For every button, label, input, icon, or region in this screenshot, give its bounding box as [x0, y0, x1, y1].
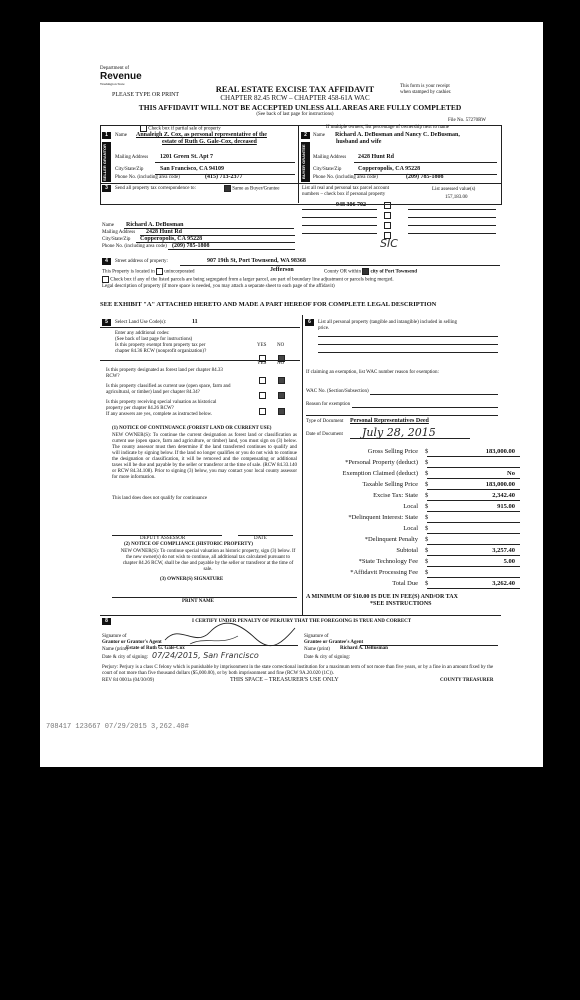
personal-property-label-1: List all personal property (tangible and intangible) included in selling — [318, 320, 457, 325]
revision: REV 84 0001a (04/30/09) — [102, 678, 154, 683]
calc-row — [305, 470, 540, 479]
section-8-badge: 8 — [102, 618, 111, 625]
calc-row — [305, 547, 540, 556]
calc-row-underline — [427, 511, 520, 512]
segregation-label: Check box if any of the listed parcels are being segregated from a larger parcel, are part of boundary line adjustment or parcels being merged. — [110, 277, 394, 283]
calc-row — [305, 558, 540, 567]
compliance-body: NEW OWNER(S): To continue special valuation as historic property, sign (3) below. If the new owner(s) do not wish to continue, all additional tax calculated pursuant to chapter 84.26 RCW, shall be due and payable by the seller or transferor at the time of sale. — [120, 549, 296, 572]
seller-phone-label: Phone No. (including area code) — [115, 175, 180, 180]
city-checkbox[interactable] — [362, 268, 369, 275]
forest-question-2: RCW? — [106, 374, 120, 379]
calc-row-underline — [427, 522, 520, 523]
seller-mailing-label: Mailing Address — [115, 155, 149, 160]
buyer-name-1: Richard A. DeBusman and Nancy C. DeBusman, — [335, 132, 460, 138]
buyer-city-value: Copperopolis, CA 95228 — [358, 166, 421, 172]
parcel-header-2: numbers – check box if personal property — [302, 192, 386, 197]
dollar-sign: $ — [425, 459, 429, 466]
buyer-sidebar: BUYER GRANTEE — [301, 142, 310, 182]
grantor-signature-label: Signature of — [102, 634, 127, 639]
land-use-code: 11 — [192, 319, 198, 325]
unincorporated-checkbox[interactable] — [156, 268, 163, 275]
buyer-name-label: Name — [313, 133, 325, 138]
calc-row-underline — [427, 566, 520, 567]
form-title: REAL ESTATE EXCISE TAX AFFIDAVIT — [215, 84, 375, 94]
seller-city-value: San Francisco, CA 94109 — [160, 166, 225, 172]
exhibit-a-reference: SEE EXHIBIT "A" ATTACHED HERETO AND MADE A PART HEREOF FOR COMPLETE LEGAL DESCRIPTION — [100, 301, 437, 308]
continuance-body: NEW OWNER(S): To continue the current designation as forest land or classification as current use (open space, farm and agriculture, or timber) land, you must sign on (3) below. The county assessor must then determine if the land transferred continues to qualify and will indicate by signing below. If the land no longer qualifies or you do not wish to continue the designation or classification, it will be removed and the compensating or additional taxes will be due and payable by the seller or transferor at the time of sale. (RCW 84.33.140 or RCW 84.34.108). Prior to signing (3) below, you may contact your local county assessor for more information. — [112, 433, 297, 480]
calc-row-label: Excise Tax: State — [373, 492, 418, 499]
forest-question-1: Is this property designated as forest land per chapter 84.33 — [106, 368, 223, 373]
calc-row — [305, 503, 540, 512]
calc-row-label: Local — [403, 503, 418, 510]
segregation-line — [102, 276, 394, 284]
dollar-sign: $ — [425, 536, 429, 543]
handwritten-initials: SIC — [380, 237, 398, 250]
section-4-badge: 4 — [102, 258, 111, 265]
calc-row-label: Exemption Claimed (deduct) — [342, 470, 418, 477]
grantor-name-label: Name (print) — [102, 647, 128, 652]
calc-row-underline — [427, 533, 520, 534]
calc-row-amount[interactable]: 915.00 — [497, 503, 515, 510]
calc-row-underline — [427, 577, 520, 578]
buyer-phone-value: (209) 785-1808 — [406, 174, 444, 180]
multiple-owners-note: If multiple owners, list percentage of ownership next to name — [326, 125, 450, 130]
street-value: 907 19th St, Port Townsend, WA 98368 — [207, 258, 306, 264]
logo-line: Department of — [100, 66, 130, 71]
hist-question-2: property per chapter 84.26 RCW? — [106, 406, 174, 411]
calc-row — [305, 580, 540, 589]
calc-row-amount[interactable]: 3,262.40 — [492, 580, 515, 587]
calc-row — [305, 481, 540, 490]
partial-sale-checkbox[interactable] — [140, 125, 147, 132]
corr-mailing-value: 2428 Hunt Rd — [146, 229, 183, 235]
calc-row-amount[interactable]: 2,342.40 — [492, 492, 515, 499]
dollar-sign: $ — [425, 547, 429, 554]
calc-row-label: *Affidavit Processing Fee — [350, 569, 418, 576]
forest-no-checkbox[interactable] — [278, 377, 285, 384]
corr-mailing-label: Mailing Address — [102, 230, 136, 235]
print-name-label: PRINT NAME — [182, 599, 214, 604]
calc-row — [305, 514, 540, 523]
form-chapter: CHAPTER 82.45 RCW – CHAPTER 458-61A WAC — [220, 94, 370, 102]
same-as-buyer-label: Same as Buyer/Grantee — [232, 186, 280, 192]
doc-type-label: Type of Document — [306, 419, 344, 424]
segregation-checkbox[interactable] — [102, 276, 109, 283]
county-value: Jefferson — [270, 267, 294, 273]
legal-description-note: Legal description of property (if more space is needed, you may attach a separate sheet to each page of the affidavit) — [102, 284, 335, 289]
personal-property-label-2: price. — [318, 326, 330, 331]
see-instructions: *SEE INSTRUCTIONS — [370, 601, 432, 607]
personal-property-checkbox[interactable] — [384, 212, 391, 219]
dollar-sign: $ — [425, 448, 429, 455]
grantee-signature-label-2: Grantee or Grantee's Agent — [304, 640, 364, 645]
land-use-see-back: (See back of last page for instructions) — [115, 337, 193, 342]
city-label: city of Port Townsend — [370, 269, 417, 275]
calc-row-label: Subtotal — [396, 547, 418, 554]
additional-codes: Enter any additional codes: — [115, 331, 170, 336]
seller-name-1: Annaleigh Z. Cox, as personal representative of the — [136, 132, 267, 138]
yes-header: YES — [257, 343, 267, 348]
open-question-1: Is this property classified as current use (open space, farm and — [106, 384, 231, 389]
calc-row — [305, 448, 540, 457]
personal-property-checkbox[interactable] — [384, 202, 391, 209]
open-yes-checkbox[interactable] — [259, 392, 266, 399]
section-1-badge: 1 — [102, 132, 111, 139]
corr-city-label: City/State/Zip — [102, 237, 131, 242]
exemption-reason-label: Reason for exemption — [306, 402, 351, 407]
buyer-phone-label: Phone No. (including area code) — [313, 175, 378, 180]
calc-row-underline — [427, 588, 520, 589]
calc-row-underline — [427, 478, 520, 479]
within-city — [324, 268, 417, 276]
doc-type-value: Personal Representatives Deed — [350, 418, 429, 424]
compliance-title: (2) NOTICE OF COMPLIANCE (HISTORIC PROPERTY) — [124, 542, 253, 547]
no-header: NO — [277, 343, 285, 348]
deputy-assessor: DEPUTY ASSESSOR — [140, 536, 186, 541]
calc-row-underline — [427, 456, 520, 457]
buyer-city-label: City/State/Zip — [313, 167, 342, 172]
parcel-number: 948 306 702 — [336, 202, 366, 208]
please-type: PLEASE TYPE OR PRINT — [112, 92, 180, 98]
affidavit-page — [40, 22, 543, 767]
dollar-sign: $ — [425, 514, 429, 521]
calc-row-label: Taxable Selling Price — [362, 481, 418, 488]
calc-row — [305, 536, 540, 545]
parcel-header-1: List all real and personal tax parcel account — [302, 186, 390, 191]
calc-row-underline — [427, 500, 520, 501]
calc-row-underline — [427, 489, 520, 490]
doc-date-label: Date of Document — [306, 432, 343, 437]
cashier-stamp: 708417 123667 07/29/2015 3,262.40# — [46, 723, 189, 731]
logo-line: Washington State — [100, 82, 125, 86]
calc-row-label: *Delinquent Penalty — [364, 536, 418, 543]
corr-phone-label: Phone No. (including area code) — [102, 244, 167, 249]
no-header-2: NO — [277, 361, 285, 366]
same-as-buyer — [224, 185, 279, 193]
located-label: This Property is located in — [102, 269, 155, 275]
assessed-label: List assessed value(s) — [432, 187, 476, 192]
calc-row-amount[interactable]: 183,000.00 — [485, 481, 515, 488]
hist-question-1: Is this property receiving special valuation as historical — [106, 400, 217, 405]
unincorporated-label: unincorporated — [164, 269, 195, 275]
certify-statement: I CERTIFY UNDER PENALTY OF PERJURY THAT THE FOREGOING IS TRUE AND CORRECT — [192, 619, 412, 624]
grantee-name: Richard A. DeBusman — [340, 646, 388, 651]
assessed-value: 157,183.00 — [445, 195, 468, 200]
receipt-note: when stamped by cashier. — [400, 90, 452, 95]
qualify-note: This land does does not qualify for continuance — [112, 496, 208, 501]
section-2-badge: 2 — [301, 132, 310, 139]
dollar-sign: $ — [425, 492, 429, 499]
calc-row-amount[interactable]: No — [507, 470, 515, 477]
street-label: Street address of property: — [115, 259, 168, 264]
county-treasurer: COUNTY TREASURER — [440, 678, 494, 683]
land-use-label: Select Land Use Code(s): — [115, 320, 167, 325]
see-back-note: (See back of last page for instructions) — [256, 112, 334, 117]
dollar-sign: $ — [425, 580, 429, 587]
buyer-mailing-value: 2428 Hunt Rd — [358, 154, 395, 160]
partial-sale-label: Check box if partial sale of property — [148, 126, 221, 132]
buyer-name-2: husband and wife — [336, 139, 382, 145]
seller-mailing-value: 1201 Green St. Apt 7 — [160, 154, 214, 160]
grantor-signature — [160, 618, 300, 650]
corr-phone-value: (209) 785-1808 — [172, 243, 210, 249]
personal-property-checkbox[interactable] — [384, 222, 391, 229]
dollar-sign: $ — [425, 470, 429, 477]
calc-row-underline — [427, 467, 520, 468]
dollar-sign: $ — [425, 481, 429, 488]
dollar-sign: $ — [425, 525, 429, 532]
personal-property-checkbox[interactable] — [384, 232, 391, 239]
logo-wordmark: Revenue — [100, 71, 142, 82]
located-line — [102, 268, 195, 276]
dor-logo — [100, 66, 150, 86]
dollar-sign: $ — [425, 503, 429, 510]
grantor-signature-label-2: Grantor or Grantor's Agent — [102, 640, 162, 645]
grantee-signature-label: Signature of — [304, 634, 329, 639]
calc-row — [305, 492, 540, 501]
exempt-question-2: chapter 84.36 RCW (nonprofit organization)? — [115, 349, 207, 354]
corr-city-value: Copperopolis, CA 95228 — [140, 236, 203, 242]
calc-row-label: *Personal Property (deduct) — [345, 459, 418, 466]
answers-note: If any answers are yes, complete as instructed below. — [106, 412, 213, 417]
seller-phone-value: (415) 713-2377 — [205, 174, 243, 180]
grantee-name-label: Name (print) — [304, 647, 330, 652]
corr-name-value: Richard A. DeBusman — [126, 222, 184, 228]
calc-row-amount[interactable]: 183,000.00 — [485, 448, 515, 455]
dollar-sign: $ — [425, 569, 429, 576]
buyer-mailing-label: Mailing Address — [313, 155, 347, 160]
dollar-sign: $ — [425, 558, 429, 565]
hist-yes-checkbox[interactable] — [259, 408, 266, 415]
calc-row-label: *State Technology Fee — [358, 558, 418, 565]
calc-row — [305, 525, 540, 534]
file-number: File No. 57270RW — [448, 118, 486, 123]
calc-row-amount[interactable]: 3,257.40 — [492, 547, 515, 554]
continuance-title: (1) NOTICE OF CONTINUANCE (FOREST LAND OR CURRENT USE) — [112, 426, 272, 431]
treasurer-note: THIS SPACE – TREASURER'S USE ONLY — [230, 677, 339, 683]
parcel-checkboxes — [384, 202, 391, 239]
grantee-date-label: Date & city of signing: — [304, 655, 351, 660]
section-3-badge: 3 — [102, 185, 111, 192]
minimum-due-note: A MINIMUM OF $10.00 IS DUE IN FEE(S) AND/OR TAX — [306, 594, 458, 600]
hist-no-cell — [278, 402, 285, 420]
calc-row — [305, 459, 540, 468]
correspondence-label: Send all property tax correspondence to: — [115, 186, 196, 191]
owner-signature-label: (3) OWNER(S) SIGNATURE — [160, 577, 224, 582]
perjury-notice: Perjury: Perjury is a class C felony which is punishable by imprisonment in the state correctional institution for a maximum term of not more than five years, or by a fine in an amount fixed by the court of not more than five thousand dollars ($5,000.00), or by both imprisonment and fine (RCW 9A.20.020 (1C)). — [102, 665, 494, 676]
wac-claim-note: If claiming an exemption, list WAC number reason for exemption: — [306, 370, 439, 375]
exempt-question-1: Is this property exempt from property tax per — [115, 343, 206, 348]
form-warning: THIS AFFIDAVIT WILL NOT BE ACCEPTED UNLESS ALL AREAS ARE FULLY COMPLETED — [138, 103, 462, 112]
open-no-checkbox[interactable] — [278, 392, 285, 399]
seller-name-2: estate of Ruth G. Gale-Cox, deceased — [162, 139, 257, 145]
yes-header-2: YES — [257, 361, 267, 366]
forest-yes-checkbox[interactable] — [259, 377, 266, 384]
corr-name-label: Name — [102, 223, 114, 228]
hist-yes-cell — [259, 402, 266, 420]
calc-row-label: Total Due — [392, 580, 418, 587]
same-as-buyer-checkbox[interactable] — [224, 185, 231, 192]
calc-row-amount[interactable]: 5.00 — [503, 558, 515, 565]
deputy-date: DATE — [254, 536, 267, 541]
calc-row-label: Local — [403, 525, 418, 532]
seller-sidebar: SELLER GRANTOR — [102, 142, 111, 182]
grantor-name: Estate of Ruth G. Gale-Cox — [126, 646, 185, 651]
grantor-date: 07/24/2015, San Francisco — [152, 651, 259, 660]
seller-city-label: City/State/Zip — [115, 167, 144, 172]
receipt-note: This form is your receipt — [400, 84, 450, 89]
grantor-date-label: Date & city of signing: — [102, 655, 149, 660]
section-6-badge: 6 — [305, 319, 314, 326]
county-label: County OR within — [324, 269, 361, 275]
doc-date-value: July 28, 2015 — [362, 426, 436, 439]
seller-name-label: Name — [115, 133, 127, 138]
section-5-badge: 5 — [102, 319, 111, 326]
hist-no-checkbox[interactable] — [278, 408, 285, 415]
calc-row-underline — [427, 544, 520, 545]
calc-row — [305, 569, 540, 578]
wac-number-label: WAC No. (Section/Subsection) — [306, 389, 369, 394]
calc-row-label: Gross Selling Price — [367, 448, 418, 455]
calc-row-label: *Delinquent Interest: State — [348, 514, 418, 521]
open-question-2: agricultural, or timber) land per chapter 84.34? — [106, 390, 200, 395]
calc-row-underline — [427, 555, 520, 556]
